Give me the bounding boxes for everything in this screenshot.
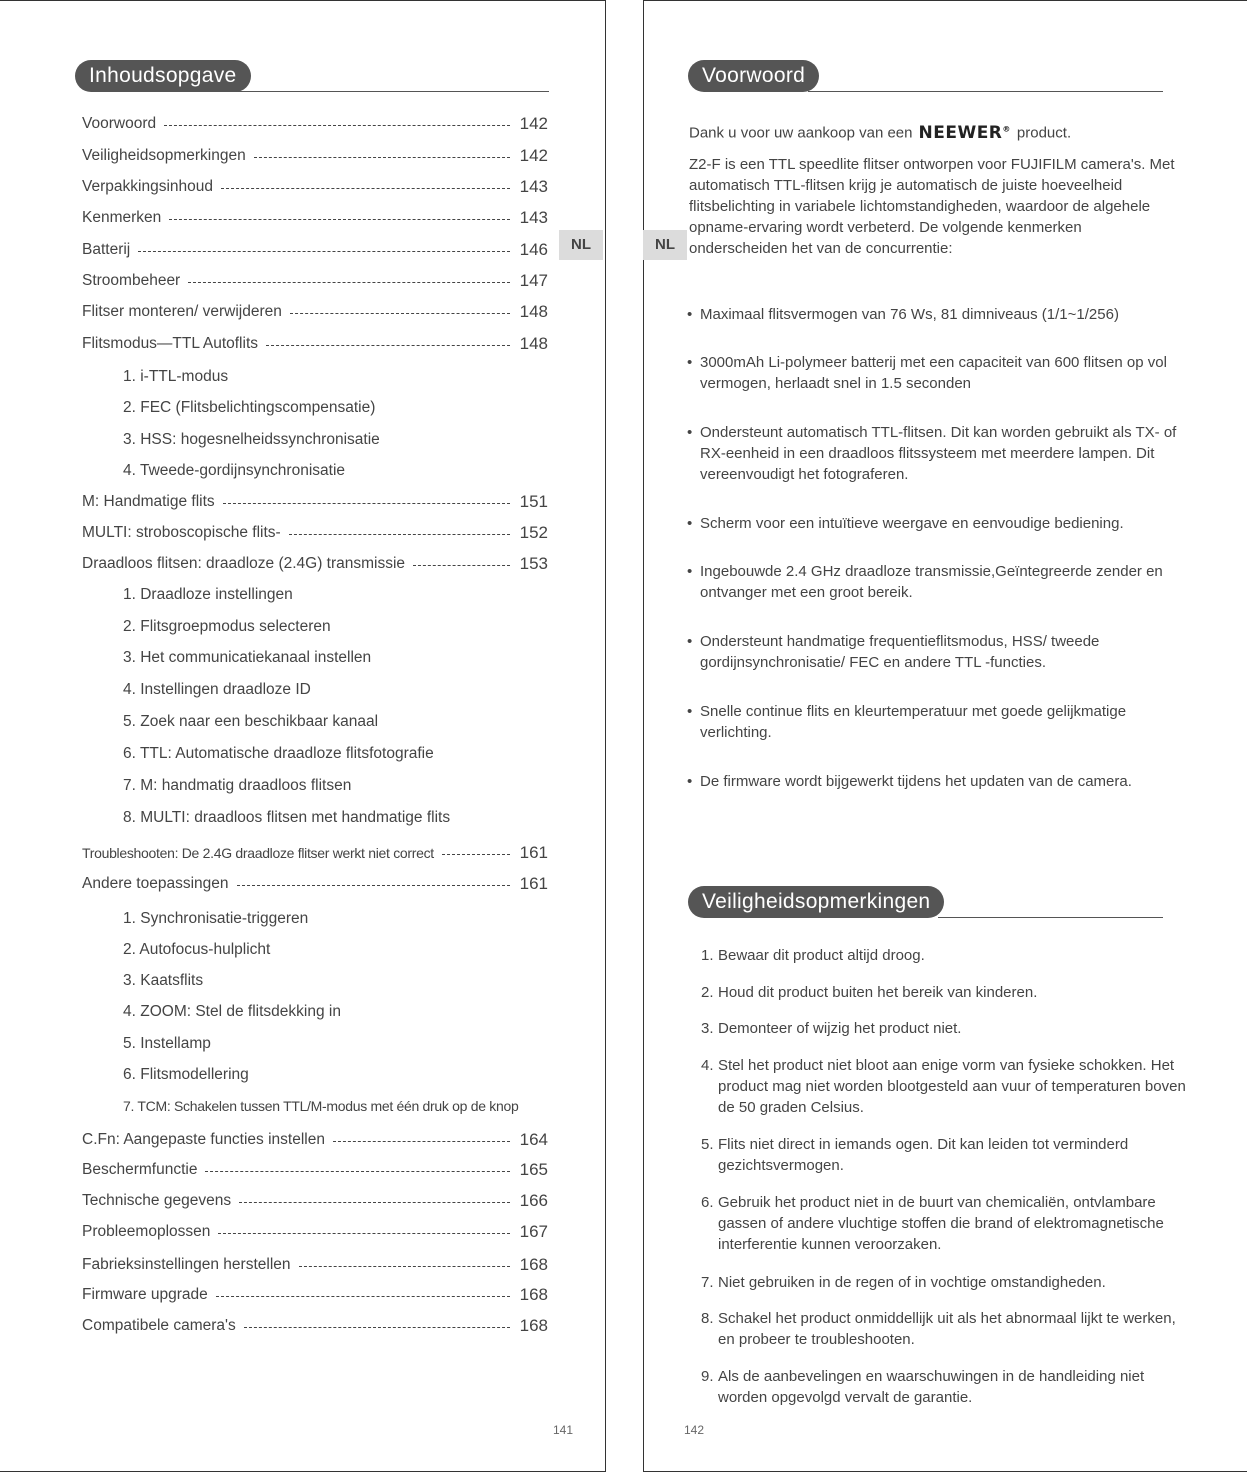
toc-entry[interactable] xyxy=(82,1283,548,1307)
safety-title: Veiligheidsopmerkingen xyxy=(688,886,944,918)
toc-entry-page: 161 xyxy=(519,843,548,862)
toc-subentry[interactable]: 4. ZOOM: Stel de flitsdekking in xyxy=(123,1003,341,1020)
toc-entry-page: 148 xyxy=(519,334,548,353)
toc-dot-leader xyxy=(138,251,510,252)
feature-item xyxy=(687,422,1177,485)
feature-item xyxy=(687,304,1177,325)
toc-entry[interactable] xyxy=(82,552,548,576)
toc-entry-page: 142 xyxy=(519,114,548,133)
toc-dot-leader xyxy=(216,1296,510,1297)
bullet-icon: • xyxy=(687,424,693,441)
toc-entry[interactable] xyxy=(82,1158,548,1182)
toc-subentry[interactable]: 6. Flitsmodellering xyxy=(123,1066,249,1083)
toc-entry-label: Veiligheidsopmerkingen xyxy=(82,147,246,164)
toc-entry-label: Draadloos flitsen: draadloze (2.4G) transmissie xyxy=(82,555,406,572)
feature-text: Ondersteunt handmatige frequentieflitsmodus, HSS/ tweede gordijnsynchronisatie/ FEC en andere TTL -functies. xyxy=(700,633,1100,671)
toc-entry-page: 168 xyxy=(519,1285,548,1304)
safety-item-text: Schakel het product onmiddellijk uit als het abnormaal lijkt te werken, en probeer te troubleshooten. xyxy=(718,1310,1176,1348)
feature-text: Maximaal flitsvermogen van 76 Ws, 81 dimniveaus (1/1~1/256) xyxy=(700,306,1119,323)
toc-entry-label: Troubleshooten: De 2.4G draadloze flitser werkt niet correct xyxy=(82,845,434,861)
feature-text: Ondersteunt automatisch TTL-flitsen. Dit kan worden gebruikt als TX- of RX-eenheid in een draadloos flitssysteem met meerdere lampen. Dit vereenvoudigt het fotograferen. xyxy=(700,424,1177,483)
toc-entry-label: Kenmerken xyxy=(82,209,162,226)
thanks-text: Dank u voor uw aankoop van een xyxy=(689,124,913,142)
toc-subentry[interactable]: 3. HSS: hogesnelheidssynchronisatie xyxy=(123,431,380,448)
toc-entry-label: Stroombeheer xyxy=(82,272,181,289)
safety-item xyxy=(701,1134,1186,1176)
safety-item-number: 7. xyxy=(701,1274,714,1291)
thanks-suffix: product. xyxy=(1016,124,1072,142)
safety-item-number: 1. xyxy=(701,947,714,964)
toc-subentry[interactable]: 2. Flitsgroepmodus selecteren xyxy=(123,618,331,635)
toc-entry[interactable] xyxy=(82,238,548,262)
toc-entry-page: 143 xyxy=(519,177,548,196)
toc-title: Inhoudsopgave xyxy=(75,60,251,92)
safety-item-number: 2. xyxy=(701,984,714,1001)
safety-item-text: Flits niet direct in iemands ogen. Dit kan leiden tot verminderd gezichtsvermogen. xyxy=(718,1136,1129,1174)
foreword-title: Voorwoord xyxy=(688,60,819,92)
toc-entry[interactable] xyxy=(82,841,548,865)
toc-entry-page: 166 xyxy=(519,1191,548,1210)
toc-entry[interactable] xyxy=(82,144,548,168)
bullet-icon: • xyxy=(687,354,693,371)
page-number-left: 141 xyxy=(553,1423,574,1437)
toc-subentry[interactable]: 1. i-TTL-modus xyxy=(123,368,229,385)
safety-item-text: Gebruik het product niet in de buurt van chemicaliën, ontvlambare gassen of andere vluchtige stoffen die brand of elektromagnetische interferentie kunnen veroorzaken. xyxy=(718,1194,1164,1253)
toc-dot-leader xyxy=(221,188,510,189)
safety-item-text: Houd dit product buiten het bereik van kinderen. xyxy=(718,984,1038,1001)
safety-item xyxy=(701,1308,1186,1350)
toc-entry-page: 167 xyxy=(519,1222,548,1241)
toc-entry-page: 153 xyxy=(519,554,548,573)
safety-item xyxy=(701,1055,1186,1118)
toc-entry[interactable] xyxy=(82,206,548,230)
toc-entry-page: 151 xyxy=(519,492,548,511)
toc-heading xyxy=(75,60,549,92)
toc-dot-leader xyxy=(442,854,510,855)
feature-item xyxy=(687,513,1177,534)
toc-entry-page: 168 xyxy=(519,1255,548,1274)
toc-subentry[interactable]: 8. MULTI: draadloos flitsen met handmatige flits xyxy=(123,809,451,826)
bullet-icon: • xyxy=(687,563,693,580)
neewer-logo: NEEWER® xyxy=(918,122,1011,143)
bullet-icon: • xyxy=(687,773,693,790)
bullet-icon: • xyxy=(687,515,693,532)
toc-subentry[interactable]: 3. Het communicatiekanaal instellen xyxy=(123,649,372,666)
toc-entry[interactable] xyxy=(82,872,548,896)
safety-item xyxy=(701,945,1186,966)
toc-dot-leader xyxy=(289,534,510,535)
toc-entry-page: 161 xyxy=(519,874,548,893)
toc-subentry[interactable]: 5. Zoek naar een beschikbaar kanaal xyxy=(123,713,379,730)
toc-dot-leader xyxy=(218,1233,510,1234)
feature-text: Scherm voor een intuïtieve weergave en eenvoudige bediening. xyxy=(700,515,1124,532)
toc-entry-page: 152 xyxy=(519,523,548,542)
toc-entry-page: 165 xyxy=(519,1160,548,1179)
toc-entry[interactable] xyxy=(82,490,548,514)
toc-entry[interactable] xyxy=(82,1314,548,1338)
toc-dot-leader xyxy=(237,885,510,886)
safety-item-text: Demonteer of wijzig het product niet. xyxy=(718,1020,962,1037)
feature-text: Ingebouwde 2.4 GHz draadloze transmissie,Geïntegreerde zender en ontvanger met een groot bereik. xyxy=(700,563,1163,601)
toc-entry-label: Verpakkingsinhoud xyxy=(82,178,213,195)
toc-entry[interactable] xyxy=(82,175,548,199)
toc-entry-label: Probleemoplossen xyxy=(82,1223,211,1240)
page-number-right: 142 xyxy=(684,1423,705,1437)
safety-heading xyxy=(688,886,1163,918)
safety-item xyxy=(701,982,1186,1003)
toc-entry-page: 147 xyxy=(519,271,548,290)
feature-item xyxy=(687,561,1177,603)
toc-entry[interactable] xyxy=(82,1253,548,1277)
safety-item-number: 6. xyxy=(701,1194,714,1211)
toc-subentry[interactable]: 6. TTL: Automatische draadloze flitsfotografie xyxy=(123,745,434,762)
foreword-thanks xyxy=(689,118,1179,144)
feature-item xyxy=(687,352,1177,394)
safety-item-number: 8. xyxy=(701,1310,714,1327)
toc-entry[interactable] xyxy=(82,300,548,324)
toc-entry[interactable] xyxy=(82,1189,548,1213)
safety-item xyxy=(701,1272,1186,1293)
toc-entry-label: Flitsmodus—TTL Autoflits xyxy=(82,335,259,352)
toc-dot-leader xyxy=(188,282,510,283)
toc-entry-label: Technische gegevens xyxy=(82,1192,232,1209)
feature-text: De firmware wordt bijgewerkt tijdens het updaten van de camera. xyxy=(700,773,1132,790)
foreword-heading xyxy=(688,60,1163,92)
toc-entry-label: M: Handmatige flits xyxy=(82,493,215,510)
toc-dot-leader xyxy=(266,345,510,346)
toc-entry-page: 143 xyxy=(519,208,548,227)
toc-subentry[interactable]: 2. Autofocus-hulplicht xyxy=(123,941,271,958)
safety-item-text: Stel het product niet bloot aan enige vorm van fysieke schokken. Het product mag niet worden blootgesteld aan vuur of temperaturen boven de 50 graden Celsius. xyxy=(718,1057,1186,1116)
toc-dot-leader xyxy=(205,1171,510,1172)
toc-entry-page: 148 xyxy=(519,302,548,321)
toc-entry-page: 168 xyxy=(519,1316,548,1335)
toc-dot-leader xyxy=(244,1327,510,1328)
feature-item xyxy=(687,771,1177,792)
toc-entry-page: 164 xyxy=(519,1130,548,1149)
safety-item-text: Niet gebruiken in de regen of in vochtige omstandigheden. xyxy=(718,1274,1106,1291)
safety-item-number: 3. xyxy=(701,1020,714,1037)
safety-item xyxy=(701,1192,1186,1255)
safety-item-text: Als de aanbevelingen en waarschuwingen in de handleiding niet worden opgevolgd vervalt de garantie. xyxy=(718,1368,1145,1406)
toc-entry-page: 142 xyxy=(519,146,548,165)
language-tab-left: NL xyxy=(559,230,603,260)
toc-entry-label: Voorwoord xyxy=(82,115,157,132)
bullet-icon: • xyxy=(687,703,693,720)
bullet-icon: • xyxy=(687,633,693,650)
toc-subentry[interactable]: 1. Draadloze instellingen xyxy=(123,586,293,603)
feature-text: 3000mAh Li-polymeer batterij met een capaciteit van 600 flitsen op vol vermogen, herlaadt snel in 1.5 seconden xyxy=(700,354,1167,392)
toc-entry-label: C.Fn: Aangepaste functies instellen xyxy=(82,1131,325,1148)
toc-entry-label: MULTI: stroboscopische flits- xyxy=(82,524,281,541)
bullet-icon: • xyxy=(687,306,693,323)
toc-dot-leader xyxy=(169,219,510,220)
toc-entry-label: Firmware upgrade xyxy=(82,1286,208,1303)
toc-dot-leader xyxy=(164,125,510,126)
toc-subentry[interactable]: 4. Tweede-gordijnsynchronisatie xyxy=(123,462,346,479)
toc-dot-leader xyxy=(223,503,510,504)
toc-dot-leader xyxy=(413,565,510,566)
foreword-intro: Z2-F is een TTL speedlite flitser ontworpen voor FUJIFILM camera's. Met automatisch TTL-flitsen krijg je automatisch de juiste hoeveelheid flitsbelichting in variabele lichtomstandigheden, waardoor de algehele opname-ervaring wordt verbeterd. De volgende kenmerken onderscheiden het van de concurrentie: xyxy=(689,156,1175,257)
toc-entry-page: 146 xyxy=(519,240,548,259)
toc-subentry[interactable]: 5. Instellamp xyxy=(123,1035,211,1052)
toc-entry[interactable] xyxy=(82,1220,548,1244)
toc-entry-label: Batterij xyxy=(82,241,131,258)
feature-item xyxy=(687,631,1177,673)
toc-subentry[interactable]: 3. Kaatsflits xyxy=(123,972,204,989)
toc-subentry[interactable]: 1. Synchronisatie-triggeren xyxy=(123,910,309,927)
toc-entry-label: Beschermfunctie xyxy=(82,1161,198,1178)
safety-item-number: 5. xyxy=(701,1136,714,1153)
toc-entry-label: Andere toepassingen xyxy=(82,875,229,892)
toc-entry-label: Compatibele camera's xyxy=(82,1317,236,1334)
feature-item xyxy=(687,701,1177,743)
safety-item-text: Bewaar dit product altijd droog. xyxy=(718,947,925,964)
toc-subentry[interactable]: 2. FEC (Flitsbelichtingscompensatie) xyxy=(123,399,376,416)
toc-entry[interactable] xyxy=(82,112,548,136)
toc-entry[interactable] xyxy=(82,332,548,356)
toc-dot-leader xyxy=(239,1202,510,1203)
toc-dot-leader xyxy=(254,157,510,158)
toc-dot-leader xyxy=(333,1141,510,1142)
toc-entry[interactable] xyxy=(82,1128,548,1152)
safety-item-number: 4. xyxy=(701,1057,714,1074)
toc-dot-leader xyxy=(299,1266,510,1267)
toc-dot-leader xyxy=(290,313,510,314)
toc-entry-label: Flitser monteren/ verwijderen xyxy=(82,303,282,320)
toc-entry[interactable] xyxy=(82,269,548,293)
toc-entry[interactable] xyxy=(82,521,548,545)
toc-entry-label: Fabrieksinstellingen herstellen xyxy=(82,1256,291,1273)
toc-subentry[interactable]: 7. M: handmatig draadloos flitsen xyxy=(123,777,352,794)
feature-text: Snelle continue flits en kleurtemperatuur met goede gelijkmatige verlichting. xyxy=(700,703,1127,741)
toc-subentry[interactable]: 7. TCM: Schakelen tussen TTL/M-modus met één druk op de knop xyxy=(123,1098,519,1114)
language-tab-right: NL xyxy=(643,230,687,260)
safety-item xyxy=(701,1018,1186,1039)
safety-item xyxy=(701,1366,1186,1408)
toc-subentry[interactable]: 4. Instellingen draadloze ID xyxy=(123,681,311,698)
safety-item-number: 9. xyxy=(701,1368,714,1385)
